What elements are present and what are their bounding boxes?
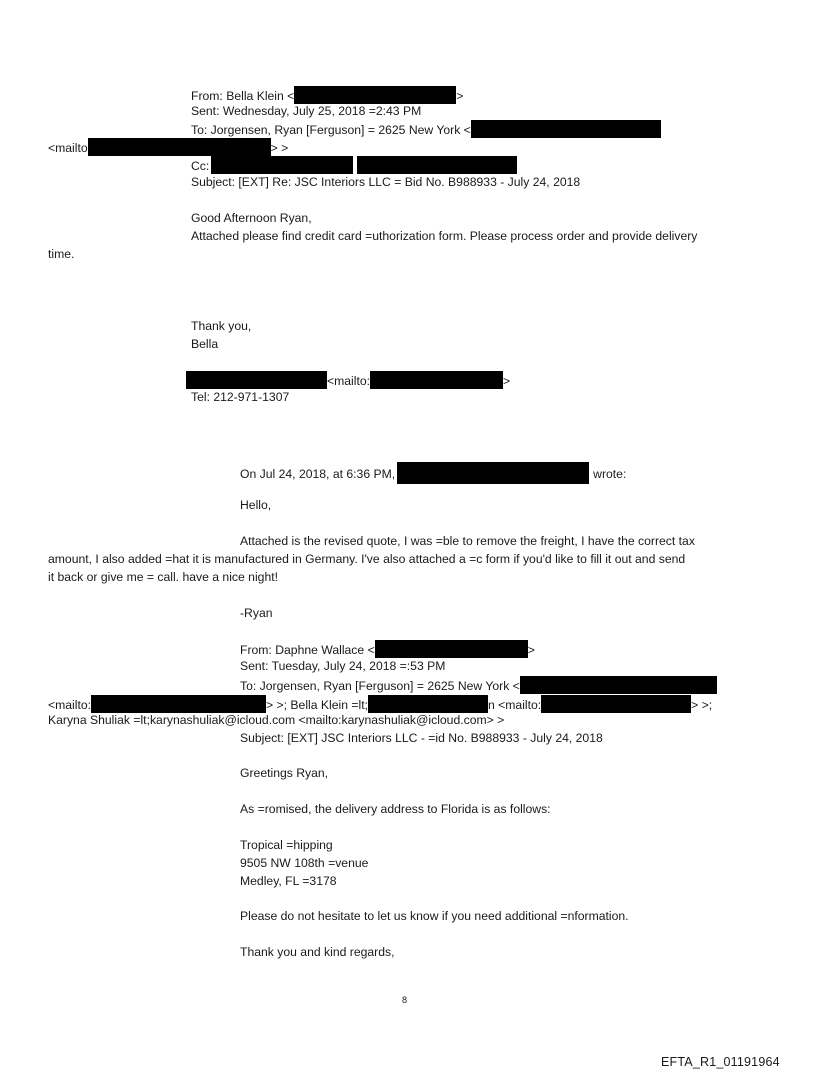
message1-closing: Thank you, <box>191 319 252 333</box>
redaction <box>211 156 353 174</box>
redaction <box>88 138 271 156</box>
quoted1-hello: Hello, <box>240 498 272 512</box>
header1-sent: Sent: Wednesday, July 25, 2018 =2:43 PM <box>191 104 422 118</box>
header2-mailto: <mailto: > >; Bella Klein =lt; n <mailto: > >; <box>48 695 712 713</box>
quoted1-body: Attached is the revised quote, I was =ble to remove the freight, I have the correct tax <box>240 534 695 548</box>
quoted1-signoff: -Ryan <box>240 606 273 620</box>
header2-from: From: Daphne Wallace < > <box>240 640 535 658</box>
message1-signature: Bella <box>191 337 219 351</box>
message1-sig-mailto: <mailto: > <box>186 371 510 389</box>
header1-mailto: <mailto > > <box>48 138 288 156</box>
address-line-3: Medley, FL =3178 <box>240 874 337 888</box>
redaction <box>186 371 327 389</box>
message2-note: Please do not hesitate to let us know if you need additional =nformation. <box>240 909 629 923</box>
redaction <box>541 695 691 713</box>
header1-to: To: Jorgensen, Ryan [Ferguson] = 2625 New York < <box>191 120 661 138</box>
quoted1-intro: On Jul 24, 2018, at 6:36 PM, wrote: <box>240 462 626 484</box>
header2-to: To: Jorgensen, Ryan [Ferguson] = 2625 New York < <box>240 676 717 694</box>
redaction <box>520 676 717 694</box>
page-number: 8 <box>402 995 408 1005</box>
document-id: EFTA_R1_01191964 <box>661 1055 780 1069</box>
header1-from: From: Bella Klein < > <box>191 86 463 104</box>
quoted1-body-cont2: it back or give me = call. have a nice night! <box>48 570 278 584</box>
header2-subject: Subject: [EXT] JSC Interiors LLC - =id No. B988933 - July 24, 2018 <box>240 731 603 745</box>
header1-cc: Cc: <box>191 156 517 174</box>
address-line-1: Tropical =hipping <box>240 838 333 852</box>
redaction <box>294 86 456 104</box>
message1-body-cont: time. <box>48 247 75 261</box>
message2-greeting: Greetings Ryan, <box>240 766 329 780</box>
redaction <box>91 695 266 713</box>
redaction <box>370 371 503 389</box>
message1-tel: Tel: 212-971-1307 <box>191 390 290 404</box>
redaction <box>368 695 488 713</box>
message1-greeting: Good Afternoon Ryan, <box>191 211 312 225</box>
redaction <box>471 120 661 138</box>
message1-body: Attached please find credit card =uthorization form. Please process order and provide delivery <box>191 229 698 243</box>
message2-intro: As =romised, the delivery address to Florida is as follows: <box>240 802 551 816</box>
redaction <box>357 156 517 174</box>
message2-closing: Thank you and kind regards, <box>240 945 395 959</box>
header2-karyna: Karyna Shuliak =lt;karynashuliak@icloud.com <mailto:karynashuliak@icloud.com> > <box>48 713 505 727</box>
header1-subject: Subject: [EXT] Re: JSC Interiors LLC = Bid No. B988933 - July 24, 2018 <box>191 175 581 189</box>
redaction <box>397 462 589 484</box>
redaction <box>375 640 528 658</box>
address-line-2: 9505 NW 108th =venue <box>240 856 369 870</box>
quoted1-body-cont: amount, I also added =hat it is manufactured in Germany. I've also attached a =c form if you'd like to fill it out and send <box>48 552 686 566</box>
header2-sent: Sent: Tuesday, July 24, 2018 =:53 PM <box>240 659 446 673</box>
